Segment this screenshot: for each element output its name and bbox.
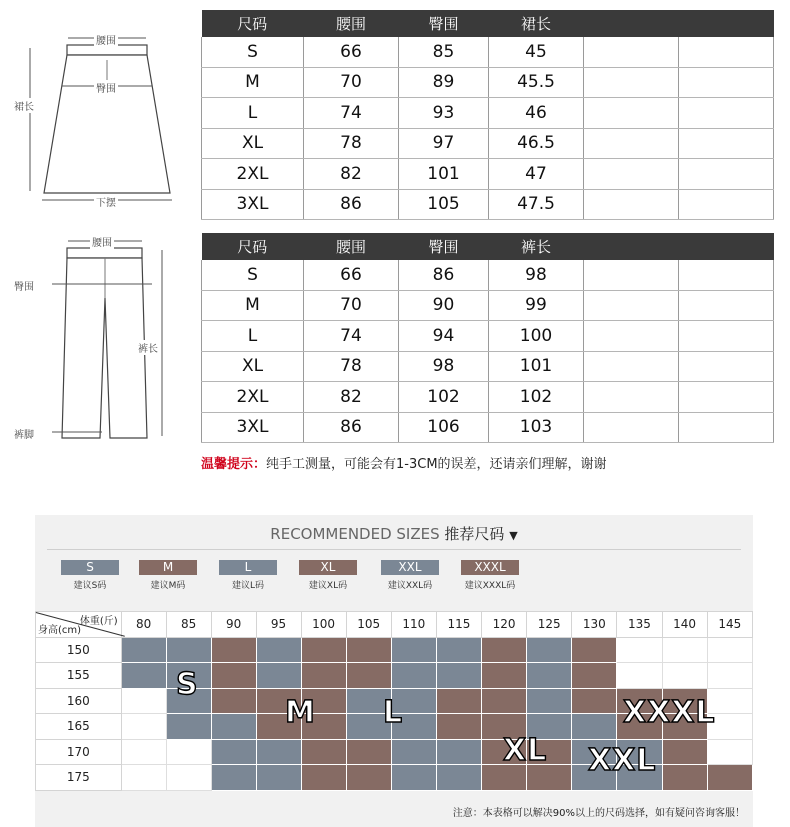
pants-table-cell: 102 [489,382,584,413]
legend-item [213,560,283,591]
grid-cell [527,637,572,663]
grid-cell [482,663,527,689]
skirt-waist-label: 腰围 [94,32,118,47]
grid-cell [391,637,436,663]
pants-table-cell: 98 [489,260,584,290]
grid-cell [346,765,391,791]
weight-axis-label: 体重(斤) [79,616,118,627]
pants-table-cell: 3XL [202,412,304,443]
legend-text: 建议L码 [231,581,264,591]
pants-table-cell: 100 [489,321,584,352]
grid-cell [617,637,662,663]
height-header-cell: 160 [36,688,122,714]
legend-text: 建议XL码 [308,581,348,591]
legend-swatch: S [61,560,119,575]
legend-swatch: XL [299,560,357,575]
grid-cell [662,663,707,689]
legend-swatch: XXXL [461,560,519,575]
weight-header-cell: 145 [707,612,752,638]
weight-header-cell: 95 [256,612,301,638]
skirt-header-cell [679,10,774,37]
grid-cell [436,663,481,689]
skirt-table-cell: 70 [304,67,399,98]
legend-item [375,560,445,591]
grid-cell [391,663,436,689]
skirt-table-cell: 47 [489,159,584,190]
skirt-table-cell [584,67,679,98]
grid-cell [527,688,572,714]
pants-table-row [202,260,774,290]
weight-header-cell: 105 [346,612,391,638]
weight-header-cell: 110 [391,612,436,638]
grid-cell [707,739,752,765]
legend-item [455,560,525,591]
pants-header-cell: 臀围 [399,233,489,260]
skirt-table-row [202,67,774,98]
weight-header-cell: 85 [166,612,211,638]
pants-table-cell [679,351,774,382]
legend-text: 建议XXXL码 [464,581,516,591]
skirt-table-cell [679,128,774,159]
pants-table-cell: 99 [489,290,584,321]
skirt-table-cell [584,128,679,159]
grid-cell [211,765,256,791]
grid-cell [346,663,391,689]
grid-cell [211,739,256,765]
grid-row [36,637,753,663]
grid-row [36,663,753,689]
grid-cell [346,739,391,765]
pants-table-cell [679,382,774,413]
grid-cell [572,688,617,714]
grid-header-row [36,612,753,638]
pants-header-cell: 裤长 [489,233,584,260]
pants-table-cell: 103 [489,412,584,443]
grid-cell [301,637,346,663]
grid-cell [121,714,166,740]
pants-table-header [202,233,774,260]
skirt-table-cell: 45 [489,37,584,67]
grid-cell [617,663,662,689]
skirt-table-cell: L [202,98,304,129]
grid-cell [436,688,481,714]
skirt-table-cell: 93 [399,98,489,129]
skirt-table-row [202,128,774,159]
pants-table-row [202,412,774,443]
weight-header-cell: 125 [527,612,572,638]
size-overlay-label: XXXL [623,695,716,730]
pants-table-cell [584,351,679,382]
skirt-table-cell [679,37,774,67]
skirt-table-header [202,10,774,37]
height-header-cell: 165 [36,714,122,740]
weight-header-cell: 130 [572,612,617,638]
pants-table-cell: 86 [399,260,489,290]
pants-table-row [202,382,774,413]
grid-cell [391,739,436,765]
legend-item [293,560,363,591]
skirt-header-cell: 臀围 [399,10,489,37]
legend-text: 建议M码 [150,581,186,591]
pants-table-cell: 78 [304,351,399,382]
grid-note: 注意：本表格可以解决90%以上的尺码选择，如有疑问咨询客服！ [452,808,745,819]
skirt-table-cell [679,98,774,129]
pants-table-cell: S [202,260,304,290]
measurement-tip [201,453,607,472]
grid-cell [662,637,707,663]
grid-cell [256,637,301,663]
skirt-table-cell: 78 [304,128,399,159]
legend-item [55,560,125,591]
skirt-table-row [202,37,774,67]
skirt-size-table [201,10,774,220]
grid-cell [436,765,481,791]
pants-table-cell: 2XL [202,382,304,413]
legend-swatch: L [219,560,277,575]
skirt-table-cell: 89 [399,67,489,98]
skirt-length-label: 裙长 [14,98,34,113]
pants-table-cell: 70 [304,290,399,321]
pants-table-cell: 90 [399,290,489,321]
weight-header-cell: 100 [301,612,346,638]
grid-cell [572,637,617,663]
skirt-table-cell [584,37,679,67]
grid-cell [211,688,256,714]
grid-cell [436,637,481,663]
pants-cuff-label: 裤脚 [14,426,34,441]
grid-cell [166,714,211,740]
grid-cell [707,663,752,689]
grid-cell [211,637,256,663]
grid-cell [166,739,211,765]
skirt-table-cell: 3XL [202,189,304,220]
skirt-table-row [202,159,774,190]
pants-table-cell: M [202,290,304,321]
grid-cell [121,663,166,689]
skirt-diagram [12,28,192,213]
grid-cell [436,714,481,740]
recommended-title-cn: 推荐尺码 [444,525,505,543]
skirt-header-cell: 裙长 [489,10,584,37]
skirt-table-cell [679,159,774,190]
grid-cell [121,765,166,791]
size-overlay-label: S [176,667,199,702]
skirt-table-cell [679,189,774,220]
pants-table-cell: 86 [304,412,399,443]
skirt-table-cell: 45.5 [489,67,584,98]
skirt-table-cell [584,189,679,220]
skirt-table-cell: 74 [304,98,399,129]
weight-header-cell: 120 [482,612,527,638]
grid-cell [527,663,572,689]
skirt-table-cell: S [202,37,304,67]
skirt-table-cell: 105 [399,189,489,220]
weight-header-cell: 90 [211,612,256,638]
pants-table-cell [679,260,774,290]
skirt-table-cell: 46 [489,98,584,129]
pants-table-cell [679,412,774,443]
grid-cell [256,765,301,791]
skirt-hip-label: 臀围 [94,80,118,95]
pants-table-cell [679,290,774,321]
grid-corner [36,612,122,638]
grid-cell [707,765,752,791]
skirt-table-cell: 82 [304,159,399,190]
recommended-title [35,523,753,544]
pants-size-table [201,233,774,443]
skirt-table-cell [584,98,679,129]
weight-header-cell: 140 [662,612,707,638]
skirt-header-cell: 腰围 [304,10,399,37]
size-overlay-label: XXL [588,743,657,778]
skirt-header-cell [584,10,679,37]
title-divider [47,549,741,550]
skirt-table-cell: 85 [399,37,489,67]
pants-table-cell: L [202,321,304,352]
size-overlay-label: XL [503,733,548,768]
skirt-header-cell: 尺码 [202,10,304,37]
weight-header-cell: 115 [436,612,481,638]
legend-swatch: XXL [381,560,439,575]
grid-cell [166,637,211,663]
pants-table-cell: 94 [399,321,489,352]
pants-header-cell [584,233,679,260]
pants-length-label: 裤长 [138,340,158,355]
pants-table-cell: 101 [489,351,584,382]
grid-cell [256,739,301,765]
skirt-table-cell [584,159,679,190]
pants-table-cell: 102 [399,382,489,413]
grid-cell [121,637,166,663]
skirt-table-cell: 101 [399,159,489,190]
grid-cell [301,765,346,791]
grid-cell [121,688,166,714]
legend-text: 建议XXL码 [387,581,433,591]
pants-table-cell [584,412,679,443]
legend-swatch: M [139,560,197,575]
grid-cell [391,765,436,791]
skirt-table-cell: 97 [399,128,489,159]
grid-cell [662,765,707,791]
pants-table-cell: 106 [399,412,489,443]
size-overlay-label: L [383,695,404,730]
skirt-table-cell: 86 [304,189,399,220]
pants-table-cell [584,321,679,352]
pants-table-cell: 98 [399,351,489,382]
weight-header-cell: 135 [617,612,662,638]
skirt-table-cell: 47.5 [489,189,584,220]
pants-illustration [12,228,192,448]
skirt-table-cell: XL [202,128,304,159]
grid-cell [482,765,527,791]
size-overlay-label: M [285,695,316,730]
skirt-table-cell: 66 [304,37,399,67]
pants-table-cell [584,382,679,413]
recommended-title-en: RECOMMENDED SIZES [270,525,440,543]
height-header-cell: 155 [36,663,122,689]
grid-cell [572,714,617,740]
grid-cell [211,663,256,689]
grid-cell [166,765,211,791]
tip-label: 温馨提示： [201,457,267,472]
height-header-cell: 170 [36,739,122,765]
legend-item [133,560,203,591]
pants-table-cell: 74 [304,321,399,352]
tip-text: 纯手工测量，可能会有1-3CM的误差，还请亲们理解，谢谢 [266,457,607,472]
recommended-sizes-panel [35,515,753,827]
grid-cell [527,765,572,791]
skirt-table-cell: 2XL [202,159,304,190]
pants-diagram [12,228,192,448]
grid-cell [346,637,391,663]
legend-text: 建议S码 [73,581,107,591]
height-axis-label: 身高(cm) [38,624,82,636]
grid-cell [211,714,256,740]
grid-cell [707,637,752,663]
height-header-cell: 175 [36,765,122,791]
skirt-hem-label: 下摆 [94,194,118,209]
skirt-illustration [12,28,192,213]
grid-cell [572,663,617,689]
skirt-table-row [202,98,774,129]
grid-cell [256,663,301,689]
pants-table-cell: XL [202,351,304,382]
weight-header-cell: 80 [121,612,166,638]
skirt-table-cell [679,67,774,98]
skirt-table-cell: 46.5 [489,128,584,159]
pants-table-row [202,351,774,382]
grid-cell [121,739,166,765]
grid-cell [301,739,346,765]
pants-waist-label: 腰围 [90,234,114,249]
skirt-table-row [202,189,774,220]
height-header-cell: 150 [36,637,122,663]
grid-cell [662,739,707,765]
grid-cell [301,663,346,689]
pants-table-cell: 66 [304,260,399,290]
pants-table-cell: 82 [304,382,399,413]
grid-cell [482,688,527,714]
pants-header-cell [679,233,774,260]
skirt-table-cell: M [202,67,304,98]
grid-cell [436,739,481,765]
pants-table-cell [584,290,679,321]
pants-hip-label: 臀围 [14,278,34,293]
pants-table-row [202,290,774,321]
pants-table-row [202,321,774,352]
grid-cell [482,637,527,663]
pants-table-cell [584,260,679,290]
pants-header-cell: 腰围 [304,233,399,260]
caret-down-icon: ▼ [509,529,518,542]
pants-header-cell: 尺码 [202,233,304,260]
pants-table-cell [679,321,774,352]
